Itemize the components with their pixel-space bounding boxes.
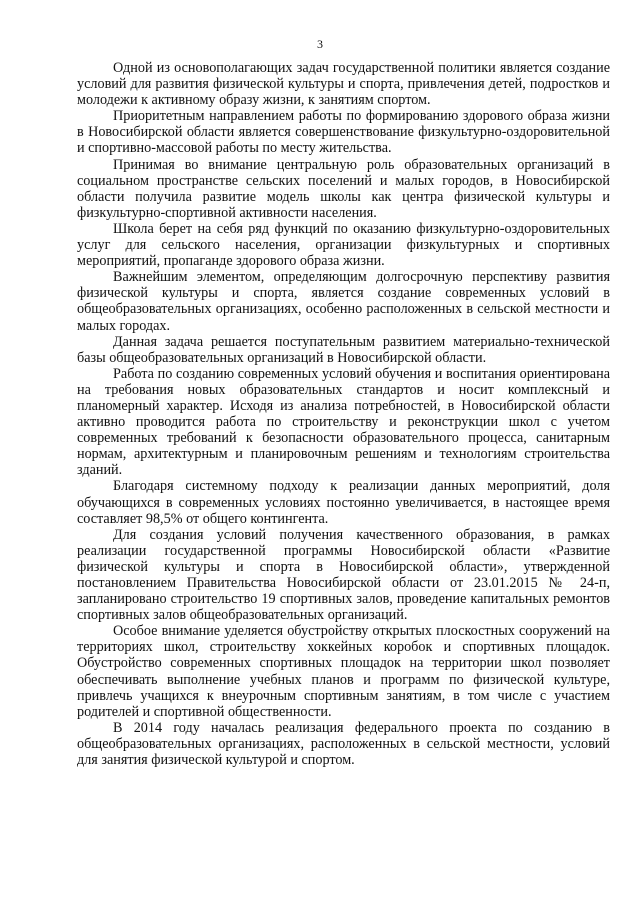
paragraph: Школа берет на себя ряд функций по оказанию физкультурно-оздоровительных услуг для сельского населения, организации физкультурных и спортивных мероприятий, пропаганде здорового образа жизни. xyxy=(77,220,610,270)
paragraph: Одной из основополагающих задач государственной политики является создание условий для развития физической культуры и спорта, привлечения детей, подростков и молодежи к активному образу жизни, к занятиям спортом. xyxy=(77,60,610,109)
document-body xyxy=(77,60,610,768)
paragraph: В 2014 году началась реализация федерального проекта по созданию в общеобразовательных организациях, расположенных в сельской местности, условий для занятия физической культурой и спортом. xyxy=(77,719,610,769)
paragraph: Принимая во внимание центральную роль образовательных организаций в социальном пространстве сельских поселений и малых городов, в Новосибирской области получила развитие модель школы как центра физической культуры и физкультурно-спортивной активности населения. xyxy=(77,156,610,221)
paragraph: Приоритетным направлением работы по формированию здорового образа жизни в Новосибирской области является совершенствование физкультурно-оздоровительной и спортивно-массовой работы по месту жительства. xyxy=(77,108,610,157)
paragraph: Работа по созданию современных условий обучения и воспитания ориентирована на требования новых образовательных стандартов и носит комплексный и планомерный характер. Исходя из анализа потребностей, в Новосибирской области активно проводится работа по строительству и реконструкции школ с учетом современных требований к безопасности образовательного процесса, санитарным нормам, архитектурным и планировочным решениям и технологиям строительства зданий. xyxy=(77,365,610,479)
paragraph: Данная задача решается поступательным развитием материально-технической базы общеобразовательных организаций в Новосибирской области. xyxy=(77,333,610,366)
paragraph: Благодаря системному подходу к реализации данных мероприятий, доля обучающихся в современных условиях постоянно увеличивается, в настоящее время составляет 98,5% от общего контингента. xyxy=(77,478,610,527)
page-number: 3 xyxy=(317,37,323,51)
paragraph: Для создания условий получения качественного образования, в рамках реализации государственной программы Новосибирской области «Развитие физической культуры и спорта в Новосибирской области», утвержденной постановлением Правительства Новосибирской области от 23.01.2015 № 24-п, запланировано строительство 19 спортивных залов, проведение капитальных ремонтов спортивных залов общеобразовательных организаций. xyxy=(77,526,610,624)
paragraph: Важнейшим элементом, определяющим долгосрочную перспективу развития физической культуры и спорта, является создание современных условий в общеобразовательных организациях, особенно расположенных в сельской местности и малых городах. xyxy=(77,269,610,334)
paragraph: Особое внимание уделяется обустройству открытых плоскостных сооружений на территориях школ, строительству хоккейных коробок и спортивных площадок. Обустройство современных спортивных площадок на территории школ позволяет обеспечивать выполнение учебных планов и программ по физической культуре, привлечь учащихся к внеурочным спортивным занятиям, в том числе с участием родителей и спортивной общественности. xyxy=(77,623,610,720)
